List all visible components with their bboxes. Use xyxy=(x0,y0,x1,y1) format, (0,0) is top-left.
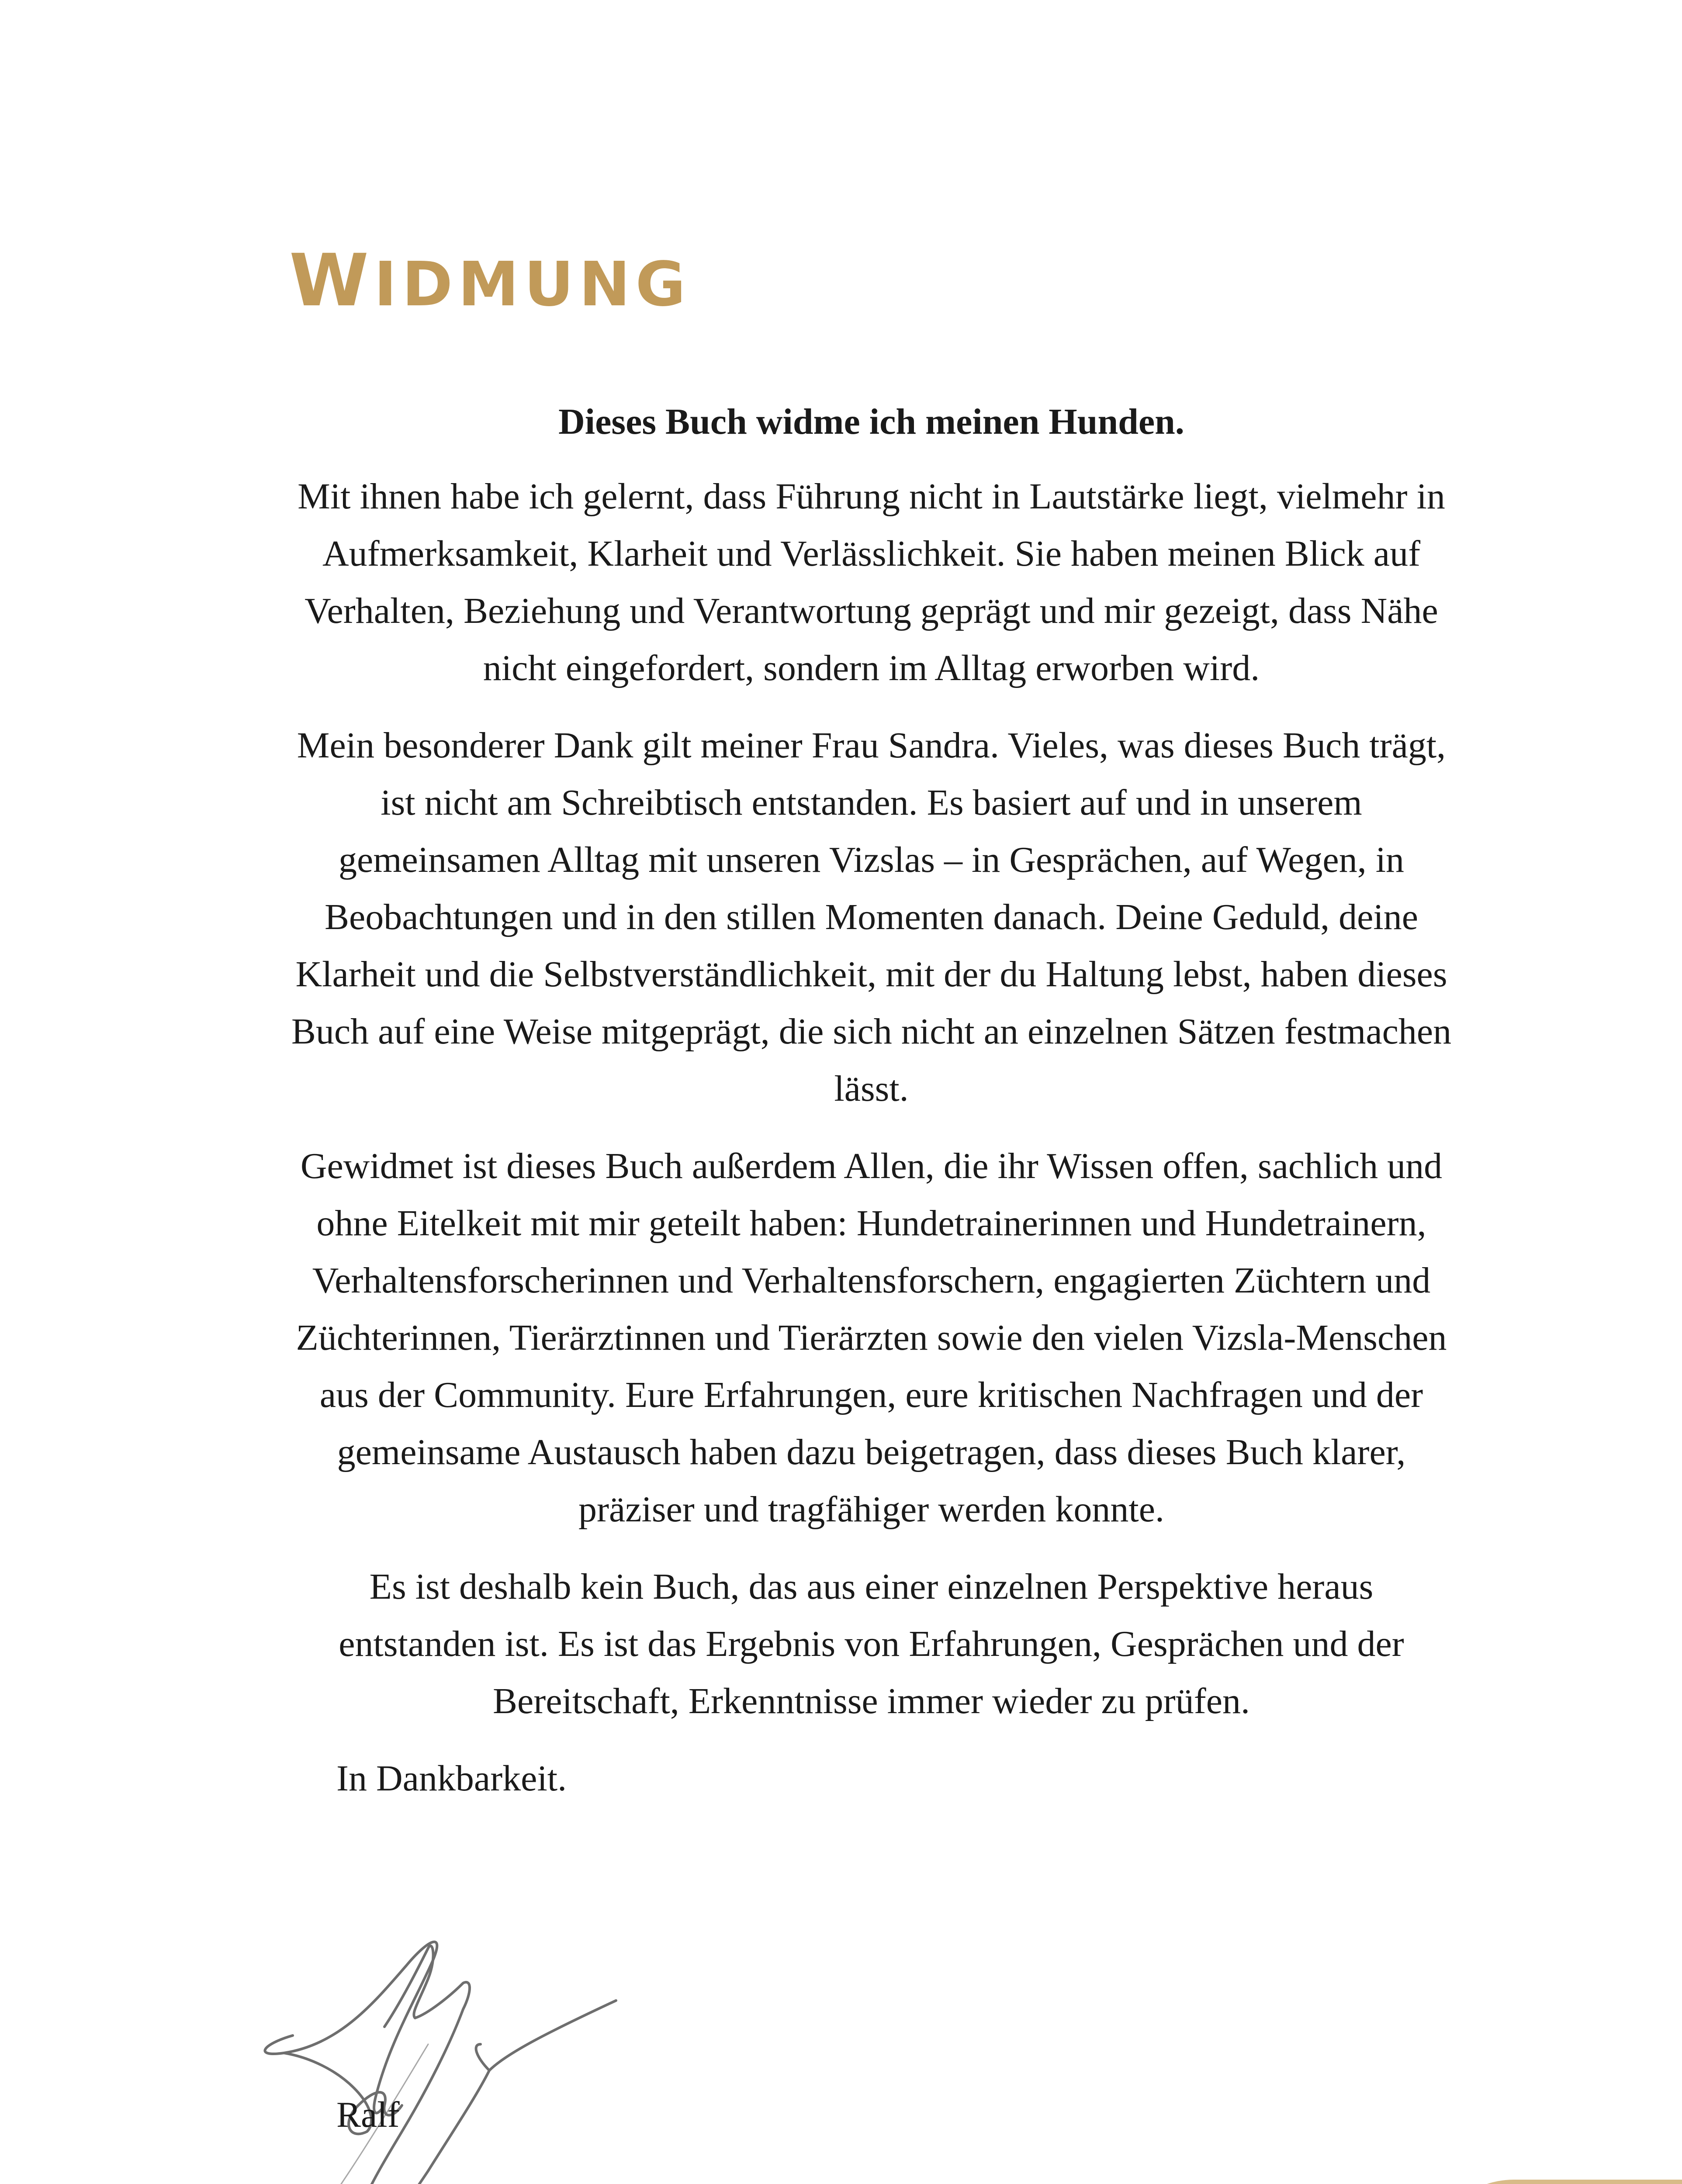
dedication-paragraph: Mein besonderer Dank gilt meiner Frau Sandra. Vieles, was dieses Buch trägt, ist nicht am Schreibtisch entstanden. Es basiert auf und in unserem gemeinsamen Alltag mit unseren Vizslas – in Gesprächen, auf Wegen, in Beobachtungen und in den stillen Momenten danach. Deine Geduld, deine Klarheit und die Selbstverständlichkeit, mit der du Haltung lebst, haben dieses Buch auf eine Weise mitgeprägt, die sich nicht an einzelnen Sätzen festmachen lässt. xyxy=(291,725,1452,1109)
page-title-initial: W xyxy=(289,238,374,322)
signature-name: Ralf xyxy=(336,2094,400,2135)
page-title-rest: IDMUNG xyxy=(374,249,691,320)
dedication-paragraph: Mit ihnen habe ich gelernt, dass Führung nicht in Lautstärke liegt, vielmehr in Aufmerksamkeit, Klarheit und Verlässlichkeit. Sie haben meinen Blick auf Verhalten, Beziehung und Verantwortung geprägt und mir gezeigt, dass Nähe nicht eingefordert, sondern im Alltag erworben wird. xyxy=(298,476,1445,688)
dedication-body xyxy=(289,393,1454,1807)
dedication-paragraph: Gewidmet ist dieses Buch außerdem Allen, die ihr Wissen offen, sachlich und ohne Eitelkeit mit mir geteilt haben: Hundetrainerinnen und Hundetrainern, Verhaltensforscherinnen und Verhaltensforschern, engagierten Züchtern und Züchterinnen, Tierärztinnen und Tierärzten sowie den vielen Vizsla-Menschen aus der Community. Eure Erfahrungen, eure kritischen Nachfragen und der gemeinsame Austausch haben dazu beigetragen, dass dieses Buch klarer, präziser und tragfähiger werden konnte. xyxy=(296,1146,1447,1530)
dedication-paragraph: Es ist deshalb kein Buch, das aus einer einzelnen Perspektive heraus entstanden ist. Es ist das Ergebnis von Erfahrungen, Gesprächen und der Bereitschaft, Erkenntnisse immer wieder zu prüfen. xyxy=(339,1566,1404,1721)
handwritten-signature xyxy=(245,1913,708,2184)
closing-line: In Dankbarkeit. xyxy=(336,1758,567,1799)
page-title xyxy=(289,238,691,322)
dedication-lead: Dieses Buch widme ich meinen Hunden. xyxy=(558,401,1184,442)
page-number-tab xyxy=(1429,2180,1682,2184)
